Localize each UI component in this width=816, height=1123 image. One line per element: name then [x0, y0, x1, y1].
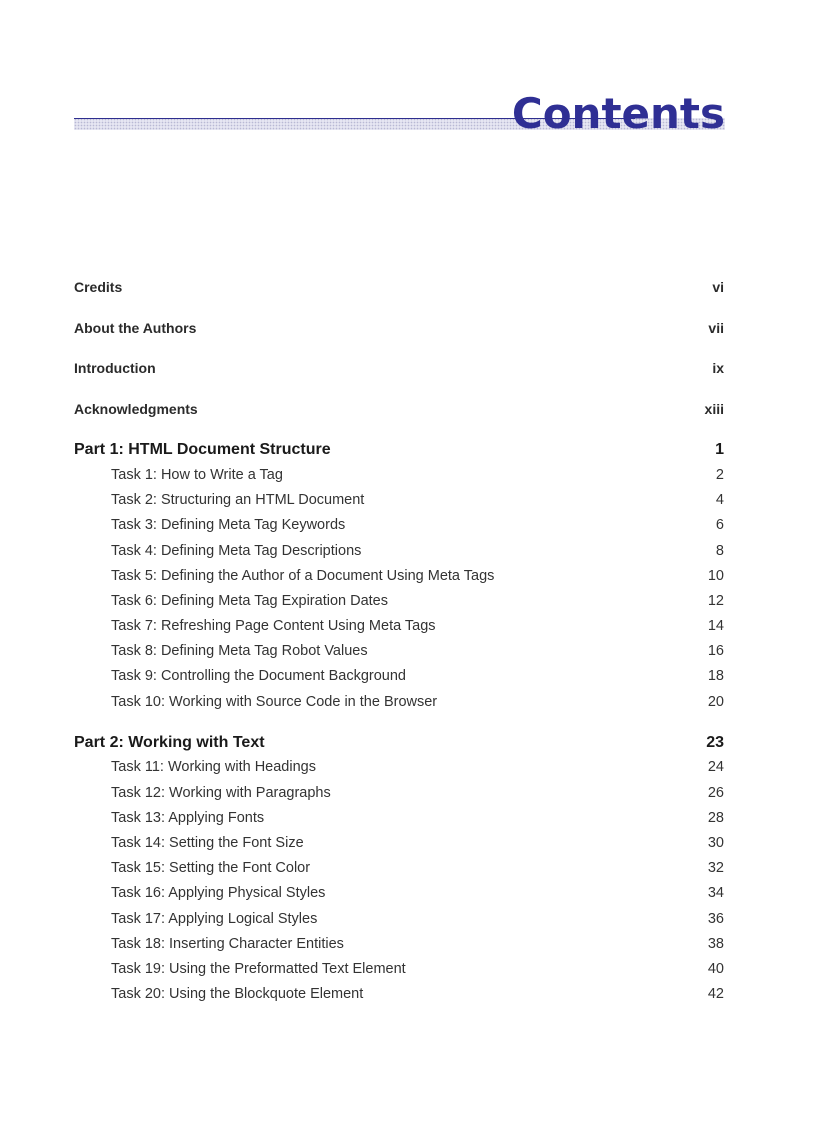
toc-entry-label: Credits — [74, 279, 123, 295]
task-page: 20 — [707, 693, 724, 710]
task-page: 30 — [707, 835, 724, 851]
toc-task[interactable] — [74, 542, 724, 567]
toc-entry-introduction[interactable] — [74, 359, 724, 400]
task-page: 16 — [707, 643, 724, 660]
task-page: 24 — [707, 759, 724, 776]
toc-entry-label: About the Authors — [74, 319, 197, 336]
task-label: Task 14: Setting the Font Size — [111, 835, 304, 851]
task-label: Task 12: Working with Paragraphs — [111, 784, 331, 801]
contents-header — [74, 88, 725, 144]
toc-task[interactable] — [74, 617, 724, 642]
task-label: Task 5: Defining the Author of a Document Using Meta Tags — [111, 567, 495, 584]
task-page: 38 — [707, 935, 724, 952]
task-page: 36 — [707, 910, 724, 927]
part-page: 23 — [706, 733, 724, 751]
page-title: Contents — [511, 89, 725, 138]
toc-entry-acknowledgments[interactable] — [74, 400, 724, 441]
task-label: Task 16: Applying Physical Styles — [111, 885, 326, 902]
task-page: 2 — [715, 466, 724, 483]
toc-task[interactable] — [74, 667, 724, 692]
task-label: Task 3: Defining Meta Tag Keywords — [111, 517, 346, 534]
toc-part-2[interactable] — [74, 733, 724, 759]
toc-entry-label: Acknowledgments — [74, 400, 198, 417]
task-label: Task 9: Controlling the Document Background — [111, 668, 406, 685]
task-page: 14 — [707, 618, 724, 635]
toc-task[interactable] — [74, 784, 724, 809]
task-page: 34 — [707, 885, 724, 902]
task-label: Task 20: Using the Blockquote Element — [111, 986, 364, 1003]
part-spacer — [74, 718, 724, 733]
task-label: Task 19: Using the Preformatted Text Element — [111, 960, 406, 977]
toc-task[interactable] — [74, 491, 724, 516]
toc-task[interactable] — [74, 910, 724, 935]
toc-task[interactable] — [74, 859, 724, 884]
toc-task[interactable] — [74, 516, 724, 541]
toc-task[interactable] — [74, 809, 724, 834]
toc-entry-page: vii — [708, 319, 724, 336]
task-page: 42 — [707, 986, 724, 1003]
toc-task[interactable] — [74, 884, 724, 909]
task-label: Task 2: Structuring an HTML Document — [111, 492, 365, 509]
toc-task[interactable] — [74, 592, 724, 617]
task-page: 18 — [707, 668, 724, 685]
task-page: 32 — [707, 860, 724, 877]
toc-task[interactable] — [74, 758, 724, 783]
task-label: Task 18: Inserting Character Entities — [111, 935, 344, 952]
task-page: 26 — [707, 784, 724, 801]
toc-task[interactable] — [74, 960, 724, 985]
toc-entry-credits[interactable] — [74, 278, 724, 319]
toc-entry-page: vi — [712, 279, 724, 295]
task-label: Task 7: Refreshing Page Content Using Meta Tags — [111, 618, 436, 635]
task-label: Task 4: Defining Meta Tag Descriptions — [111, 542, 362, 559]
toc-task[interactable] — [74, 466, 724, 491]
toc-entry-page: xiii — [704, 400, 724, 417]
task-label: Task 6: Defining Meta Tag Expiration Dates — [111, 592, 388, 609]
task-label: Task 15: Setting the Font Color — [111, 860, 311, 877]
task-page: 40 — [707, 960, 724, 977]
task-page: 12 — [707, 592, 724, 609]
table-of-contents — [74, 278, 724, 1010]
task-label: Task 11: Working with Headings — [111, 759, 316, 776]
toc-task[interactable] — [74, 935, 724, 960]
task-page: 6 — [715, 517, 724, 534]
task-label: Task 10: Working with Source Code in the Browser — [111, 693, 438, 710]
toc-task[interactable] — [74, 834, 724, 859]
toc-entry-page: ix — [712, 360, 724, 377]
task-page: 8 — [715, 542, 724, 559]
task-label: Task 8: Defining Meta Tag Robot Values — [111, 643, 368, 660]
toc-task[interactable] — [74, 985, 724, 1010]
toc-part-1[interactable] — [74, 440, 724, 466]
toc-entry-label: Introduction — [74, 360, 156, 377]
part-page: 1 — [715, 441, 724, 459]
part-title: Part 2: Working with Text — [74, 733, 265, 751]
toc-task[interactable] — [74, 567, 724, 592]
task-label: Task 1: How to Write a Tag — [111, 466, 283, 483]
task-label: Task 13: Applying Fonts — [111, 809, 265, 826]
toc-entry-about-the-authors[interactable] — [74, 319, 724, 360]
task-label: Task 17: Applying Logical Styles — [111, 910, 318, 927]
part-title: Part 1: HTML Document Structure — [74, 441, 331, 459]
task-page: 4 — [715, 492, 724, 509]
task-page: 28 — [707, 809, 724, 826]
toc-task[interactable] — [74, 642, 724, 667]
toc-task[interactable] — [74, 693, 724, 718]
task-page: 10 — [707, 567, 724, 584]
